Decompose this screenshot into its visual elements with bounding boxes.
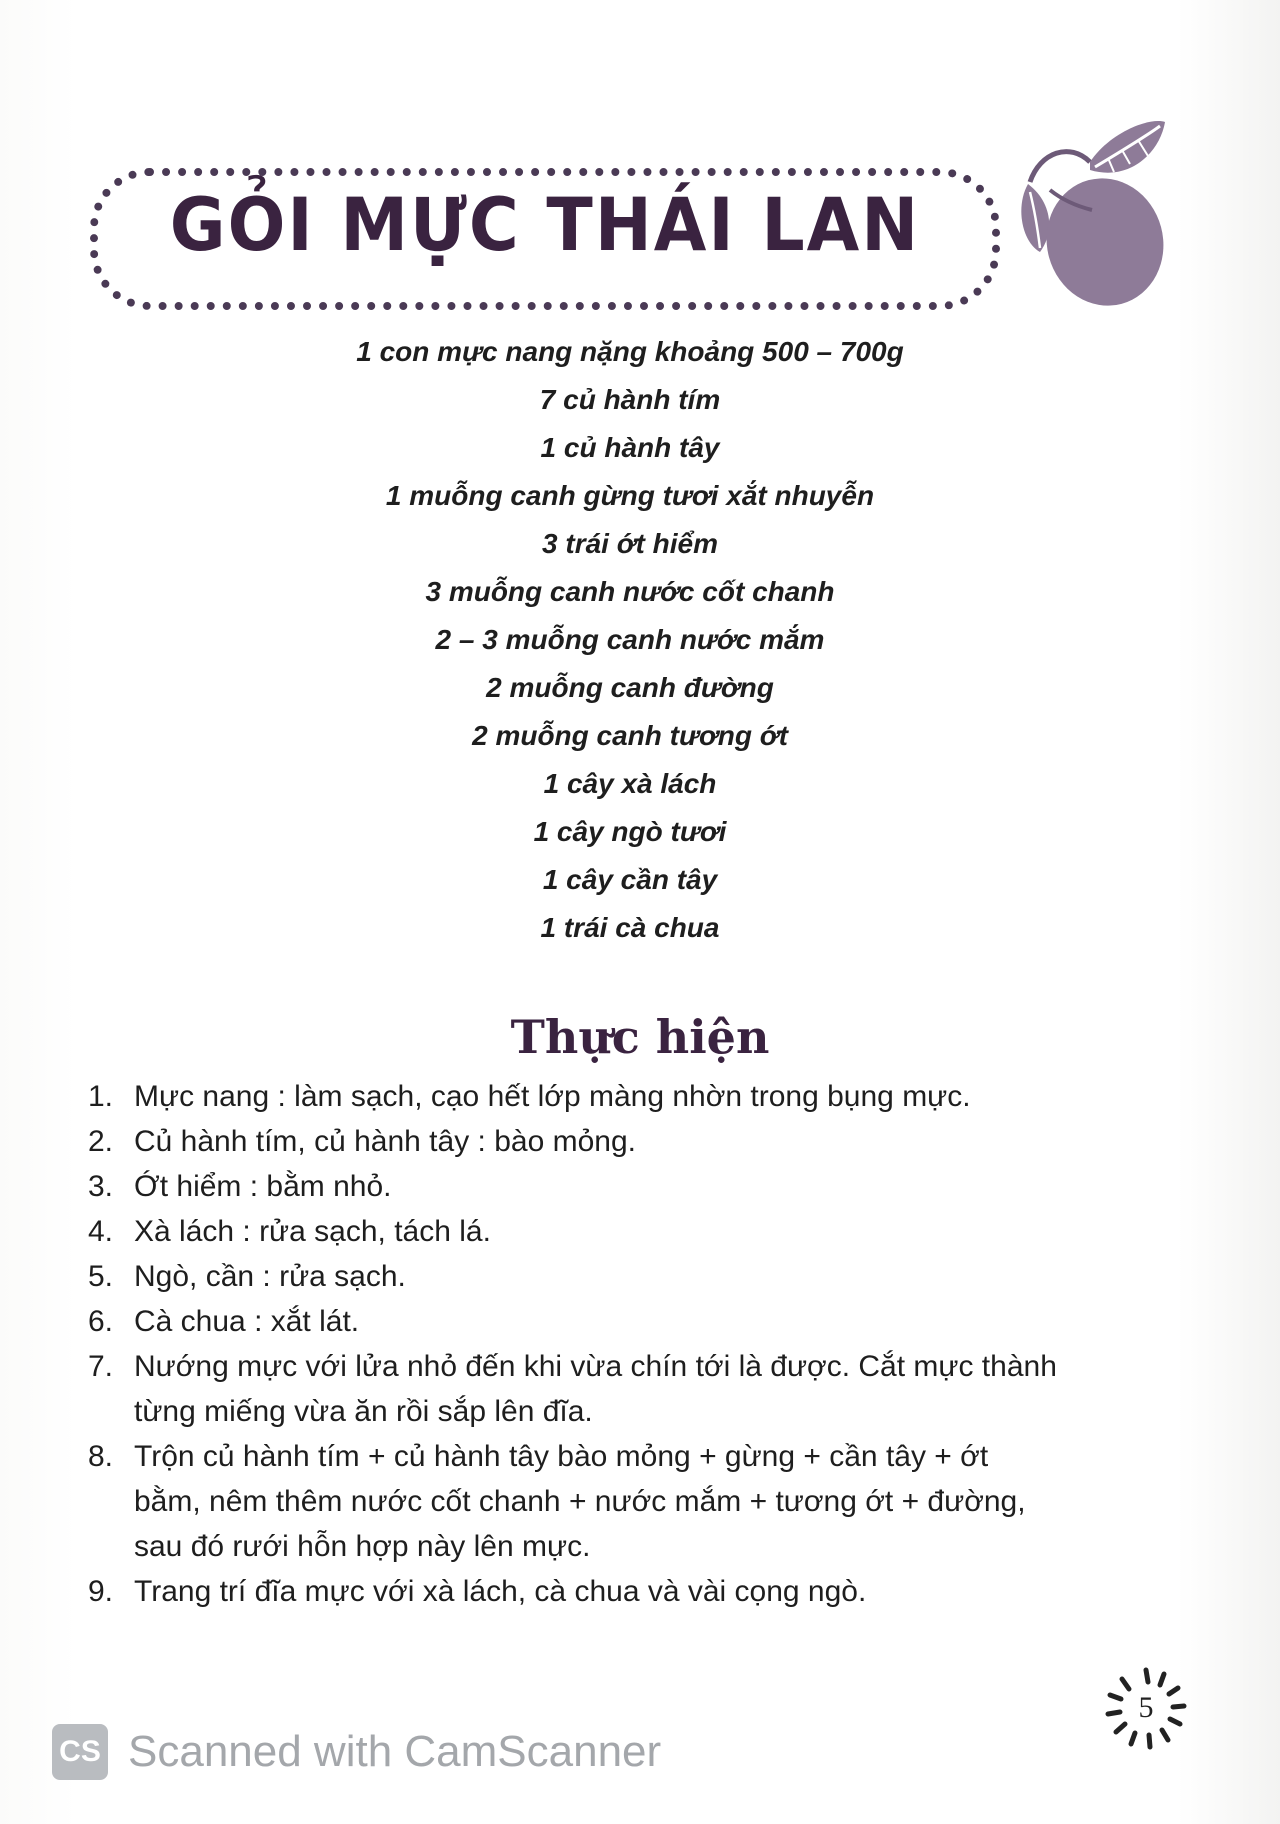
page-number: 5 <box>1138 1691 1154 1724</box>
step-item <box>88 1344 1148 1434</box>
step-item <box>88 1119 1148 1164</box>
step-text <box>134 1299 1148 1344</box>
step-number: 1. <box>88 1080 114 1113</box>
ingredient-item: 1 cây ngò tươi <box>533 816 727 847</box>
step-line: từng miếng vừa ăn rồi sắp lên đĩa. <box>134 1395 593 1428</box>
step-line: Trộn củ hành tím + củ hành tây bào mỏng + gừng + cần tây + ớt <box>134 1440 989 1473</box>
lemon-leaf-icon <box>1010 112 1180 312</box>
watermark-text: Scanned with CamScanner <box>128 1727 662 1776</box>
step-text <box>134 1434 1148 1569</box>
steps-list <box>88 1074 1148 1614</box>
ingredient-item: 1 trái cà chua <box>540 912 720 943</box>
step-text <box>134 1344 1148 1434</box>
step-number: 6. <box>88 1305 114 1338</box>
step-line: sau đó rưới hỗn hợp này lên mực. <box>134 1530 591 1563</box>
step-number: 3. <box>88 1170 114 1203</box>
ingredient-item: 3 muỗng canh nước cốt chanh <box>425 576 835 607</box>
step-line: Mực nang : làm sạch, cạo hết lớp màng nhờn trong bụng mực. <box>134 1080 971 1113</box>
ingredient-item: 2 muỗng canh tương ớt <box>472 720 788 751</box>
step-line: Cà chua : xắt lát. <box>134 1305 360 1338</box>
step-item <box>88 1254 1148 1299</box>
ingredient-item: 2 muỗng canh đường <box>486 672 774 703</box>
ingredient-item: 1 con mực nang nặng khoảng 500 – 700g <box>356 336 904 367</box>
step-line: Ngò, cần : rửa sạch. <box>134 1260 406 1293</box>
step-text <box>134 1164 1148 1209</box>
step-item <box>88 1209 1148 1254</box>
step-item <box>88 1299 1148 1344</box>
step-number: 7. <box>88 1350 114 1383</box>
ingredient-item: 2 – 3 muỗng canh nước mắm <box>435 624 825 655</box>
scanner-watermark <box>52 1722 661 1782</box>
step-line: Xà lách : rửa sạch, tách lá. <box>134 1215 491 1248</box>
step-item <box>88 1434 1148 1569</box>
step-line: Ớt hiểm : bằm nhỏ. <box>134 1170 392 1203</box>
step-line: bằm, nêm thêm nước cốt chanh + nước mắm + tương ớt + đường, <box>134 1485 1026 1518</box>
step-text <box>134 1074 1148 1119</box>
step-line: Củ hành tím, củ hành tây : bào mỏng. <box>134 1125 636 1158</box>
step-number: 2. <box>88 1125 114 1158</box>
step-text <box>134 1569 1148 1614</box>
ingredient-item: 1 cây cần tây <box>542 864 718 895</box>
step-line: Trang trí đĩa mực với xà lách, cà chua và vài cọng ngò. <box>134 1575 867 1608</box>
ingredient-item: 1 muỗng canh gừng tươi xắt nhuyễn <box>385 480 875 511</box>
step-text <box>134 1119 1148 1164</box>
camscanner-logo-icon: CS <box>52 1724 108 1780</box>
step-item <box>88 1074 1148 1119</box>
step-line: Nướng mực với lửa nhỏ đến khi vừa chín tới là được. Cắt mực thành <box>134 1350 1057 1383</box>
ingredient-item: 1 cây xà lách <box>543 768 717 799</box>
ingredient-item: 1 củ hành tây <box>540 432 720 463</box>
page-title: GỎI MỰC THÁI LAN <box>169 182 921 269</box>
ingredient-item: 7 củ hành tím <box>539 384 721 415</box>
step-text <box>134 1254 1148 1299</box>
step-number: 4. <box>88 1215 114 1248</box>
ingredient-list <box>180 328 1080 952</box>
ingredient-item: 3 trái ớt hiểm <box>542 528 718 559</box>
step-item <box>88 1569 1148 1614</box>
step-number: 5. <box>88 1260 114 1293</box>
step-text <box>134 1209 1148 1254</box>
step-number: 9. <box>88 1575 114 1608</box>
steps-heading: Thực hiện <box>510 1010 770 1064</box>
step-number: 8. <box>88 1440 114 1473</box>
step-item <box>88 1164 1148 1209</box>
